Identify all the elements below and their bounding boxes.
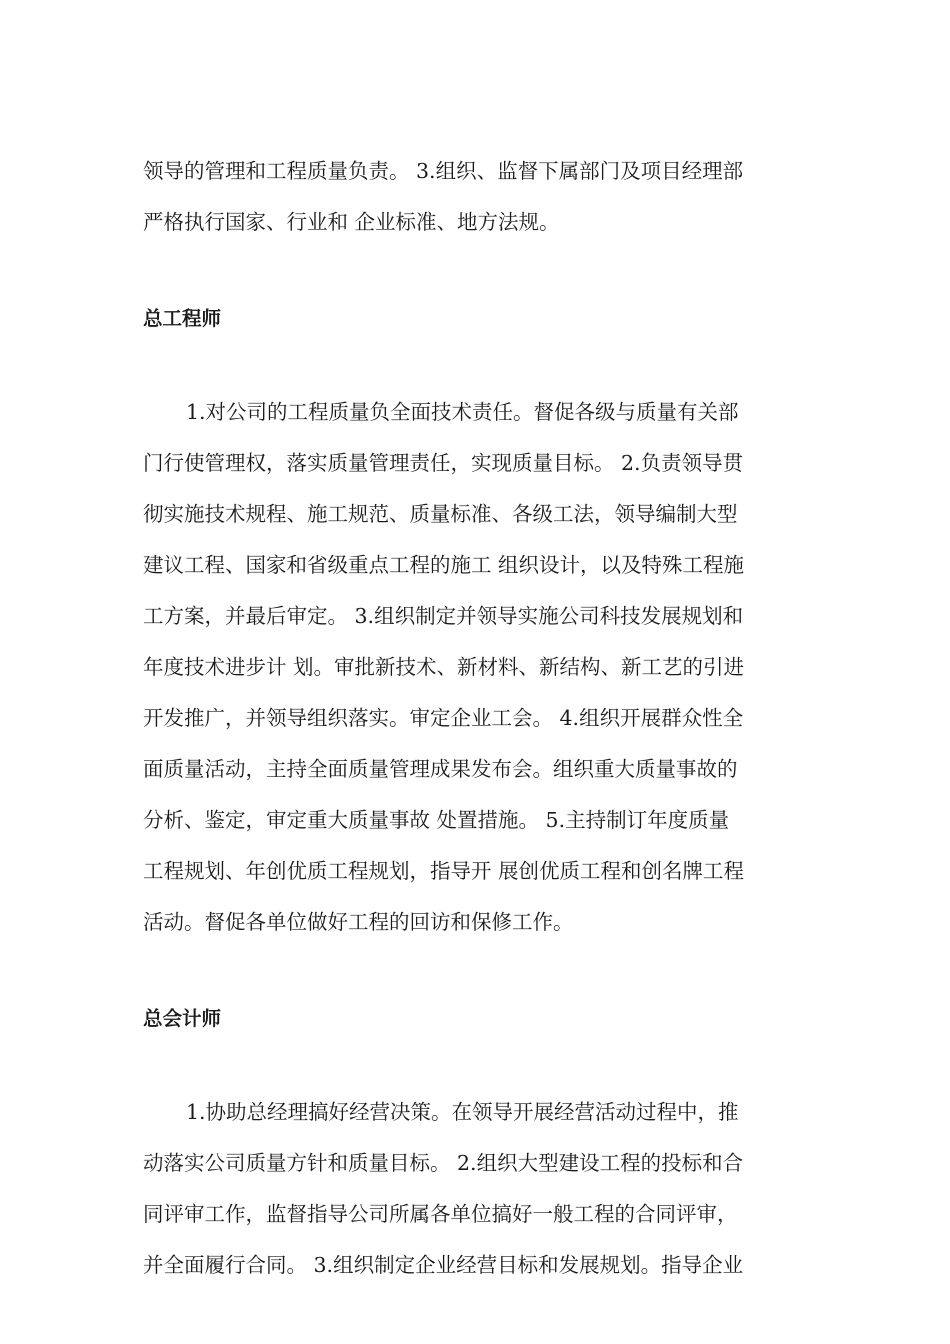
paragraph-line: 1.协助总经理搞好经营决策。在领导开展经营活动过程中，推 [186, 1100, 739, 1124]
chief-engineer-paragraph [143, 387, 808, 948]
paragraph-line: 领导的管理和工程质量负责。 3.组织、监督下属部门及项目经理部 [143, 159, 744, 183]
document-page [143, 146, 808, 1291]
paragraph-line: 分析、鉴定，审定重大质量事故 处置措施。 5.主持制订年度质量 [143, 808, 730, 832]
paragraph-line: 活动。督促各单位做好工程的回访和保修工作。 [143, 910, 574, 934]
paragraph-line: 建议工程、国家和省级重点工程的施工 组织设计，以及特殊工程施 [143, 553, 745, 577]
paragraph-line: 1.对公司的工程质量负全面技术责任。督促各级与质量有关部 [186, 400, 739, 424]
paragraph-line: 开发推广，并领导组织落实。审定企业工会。 4.组织开展群众性全 [143, 706, 744, 730]
paragraph-line: 动落实公司质量方针和质量目标。 2.组织大型建设工程的投标和合 [143, 1151, 744, 1175]
chief-accountant-paragraph [143, 1087, 808, 1291]
paragraph-line: 工程规划、年创优质工程规划，指导开 展创优质工程和创名牌工程 [143, 859, 745, 883]
paragraph-line: 门行使管理权，落实质量管理责任，实现质量目标。 2.负责领导贯 [143, 451, 744, 475]
section-heading-chief-engineer: 总工程师 [143, 307, 222, 330]
paragraph-line: 年度技术进步计 划。审批新技术、新材料、新结构、新工艺的引进 [143, 655, 745, 679]
paragraph-line: 并全面履行合同。 3.组织制定企业经营目标和发展规划。指导企业 [143, 1253, 744, 1277]
paragraph-line: 工方案，并最后审定。 3.组织制定并领导实施公司科技发展规划和 [143, 604, 744, 628]
paragraph-line: 同评审工作，监督指导公司所属各单位搞好一般工程的合同评审， [143, 1202, 738, 1226]
section-heading-chief-accountant: 总会计师 [143, 1007, 222, 1030]
paragraph-line: 彻实施技术规程、施工规范、质量标准、各级工法，领导编制大型 [143, 502, 738, 526]
paragraph-line: 面质量活动，主持全面质量管理成果发布会。组织重大质量事故的 [143, 757, 738, 781]
intro-paragraph [143, 146, 808, 248]
paragraph-line: 严格执行国家、行业和 企业标准、地方法规。 [143, 210, 560, 234]
